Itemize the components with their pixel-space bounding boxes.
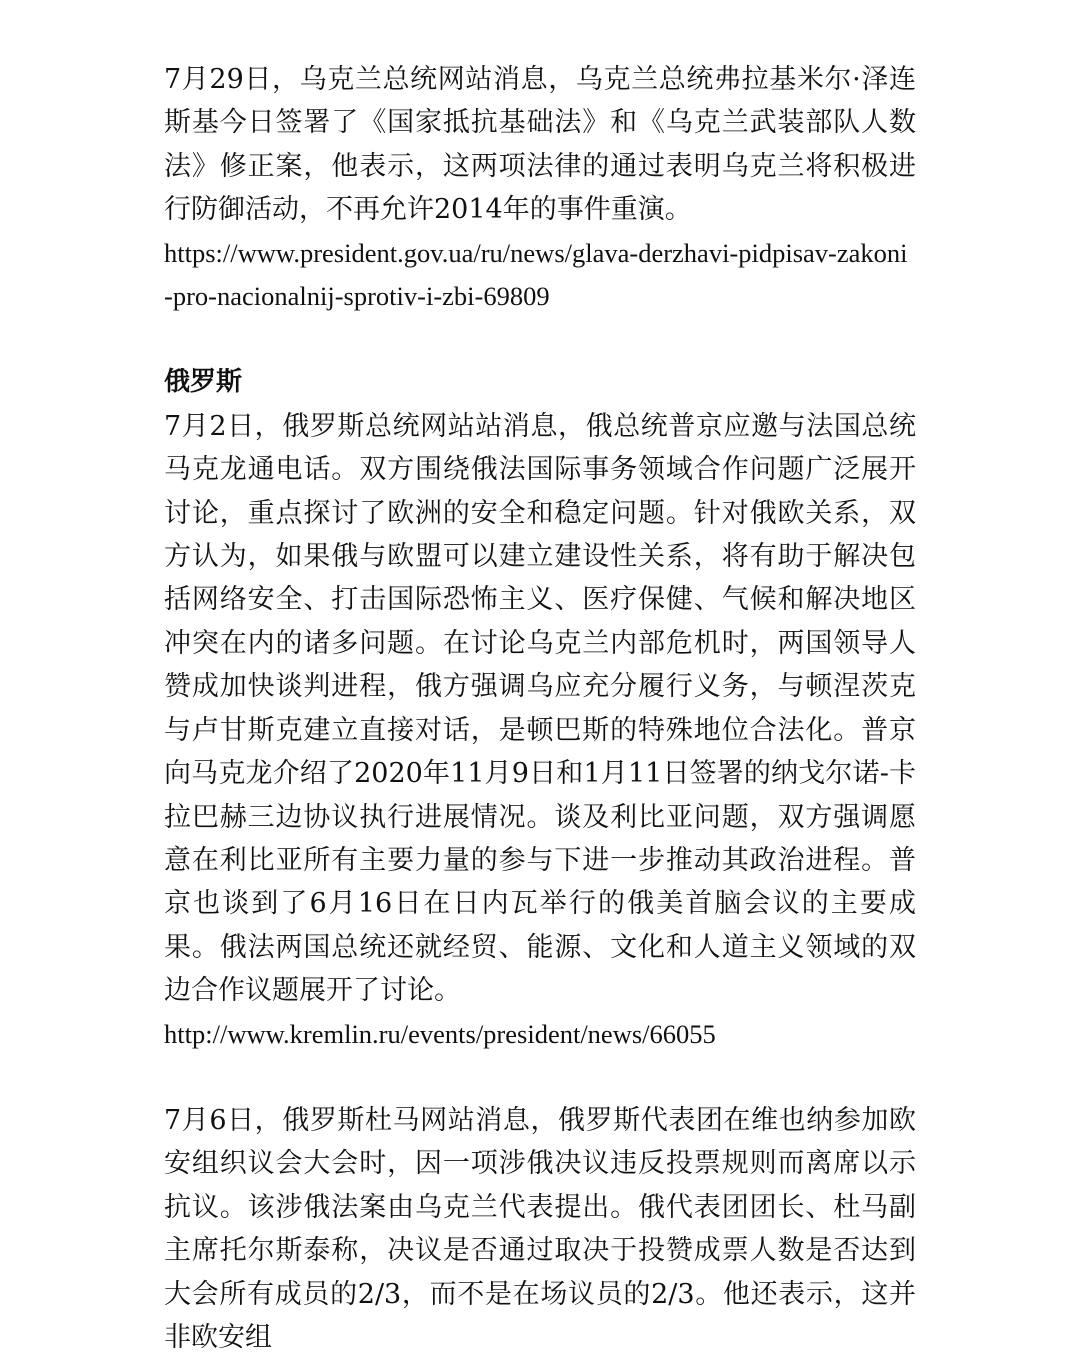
text-column xyxy=(164,58,916,1359)
ukraine-law-paragraph: 7月29日，乌克兰总统网站消息，乌克兰总统弗拉基米尔·泽连斯基今日签署了《国家抵抗基础法》和《乌克兰武装部队人数法》修正案，他表示，这两项法律的通过表明乌克兰将积极进行防御活动，不再允许2014年的事件重演。 xyxy=(164,64,916,226)
russia-call-paragraph: 7月2日，俄罗斯总统网站站消息，俄总统普京应邀与法国总统马克龙通电话。双方围绕俄法国际事务领域合作问题广泛展开讨论，重点探讨了欧洲的安全和稳定问题。针对俄欧关系，双方认为，如果俄与欧盟可以建立建设性关系，将有助于解决包括网络安全、打击国际恐怖主义、医疗保健、气候和解决地区冲突在内的诸多问题。在讨论乌克兰内部危机时，两国领导人赞成加快谈判进程，俄方强调乌应充分履行义务，与顿涅茨克与卢甘斯克建立直接对话，是顿巴斯的特殊地位合法化。普京向马克龙介绍了2020年11月9日和1月11日签署的纳戈尔诺-卡拉巴赫三边协议执行进展情况。谈及利比亚问题，双方强调愿意在利比亚所有主要力量的参与下进一步推动其政治进程。普京也谈到了6月16日在日内瓦举行的俄美首脑会议的主要成果。俄法两国总统还就经贸、能源、文化和人道主义领域的双边合作议题展开了讨论。 xyxy=(164,410,916,1007)
ukraine-source-url: https://www.president.gov.ua/ru/news/glava-derzhavi-pidpisav-zakoni-pro-nacionalnij-sprotiv-i-zbi-69809 xyxy=(164,237,908,312)
kremlin-source-url: http://www.kremlin.ru/events/president/news/66055 xyxy=(164,1018,716,1049)
section-heading-russia: 俄罗斯 xyxy=(164,367,243,398)
duma-paragraph: 7月6日，俄罗斯杜马网站消息，俄罗斯代表团在维也纳参加欧安组织议会大会时，因一项涉俄决议违反投票规则而离席以示抗议。该涉俄法案由乌克兰代表提出。俄代表团团长、杜马副主席托尔斯泰称，决议是否通过取决于投赞成票人数是否达到大会所有成员的2/3，而不是在场议员的2/3。他还表示，这并非欧安组 xyxy=(164,1104,916,1353)
section-spacer xyxy=(164,1056,916,1099)
section-spacer xyxy=(164,318,916,361)
